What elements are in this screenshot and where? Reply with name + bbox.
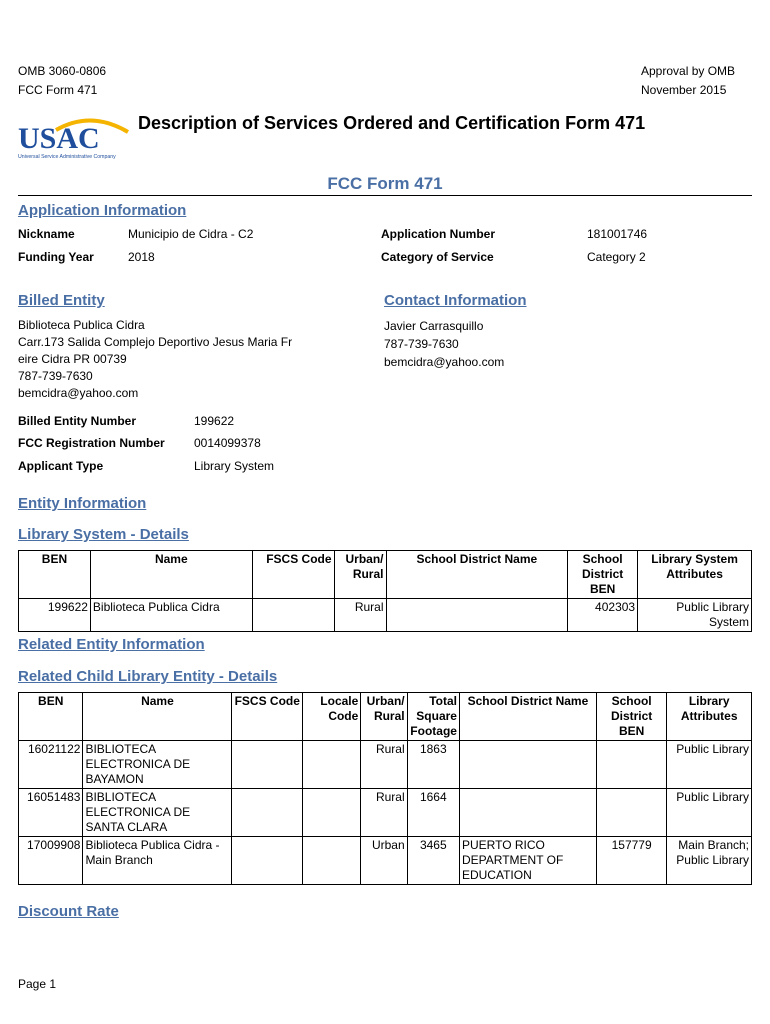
cell-ben: 16021122 <box>19 741 83 789</box>
cell-locale <box>302 741 360 789</box>
cell-name: BIBLIOTECA ELECTRONICA DE SANTA CLARA <box>83 789 232 837</box>
col-urban-rural: Urban/ Rural <box>334 551 386 599</box>
approval-label: Approval by OMB <box>641 64 736 78</box>
cell-district-ben: 157779 <box>596 837 666 885</box>
cell-district-ben: 402303 <box>568 599 638 632</box>
cell-district-name <box>386 599 568 632</box>
library-system-heading: Library System - Details <box>18 526 189 543</box>
approval-date: November 2015 <box>641 83 727 97</box>
category-value: Category 2 <box>587 250 646 264</box>
logo-text: USAC <box>18 122 100 155</box>
cell-name: BIBLIOTECA ELECTRONICA DE BAYAMON <box>83 741 232 789</box>
cell-square-footage: 1863 <box>407 741 459 789</box>
page-title: Description of Services Ordered and Certification Form 471 <box>138 113 646 133</box>
nickname-value: Municipio de Cidra - C2 <box>128 227 254 241</box>
related-child-heading: Related Child Library Entity - Details <box>18 668 278 685</box>
table-header-row <box>19 693 752 741</box>
billed-entity-line: bemcidra@yahoo.com <box>18 386 139 400</box>
cell-locale <box>302 837 360 885</box>
billed-entity-heading: Billed Entity <box>18 292 105 309</box>
cell-district-name: PUERTO RICO DEPARTMENT OF EDUCATION <box>459 837 596 885</box>
col-district-name: School District Name <box>386 551 568 599</box>
cell-square-footage: 1664 <box>407 789 459 837</box>
table-row <box>19 599 752 632</box>
discount-rate-heading: Discount Rate <box>18 903 119 920</box>
category-label: Category of Service <box>381 250 494 264</box>
cell-fscs <box>252 599 334 632</box>
form-title: FCC Form 471 <box>327 174 443 193</box>
cell-district-name <box>459 789 596 837</box>
col-square-footage: Total Square Footage <box>407 693 459 741</box>
cell-attributes: Public Library <box>667 789 752 837</box>
table-row <box>19 789 752 837</box>
billed-entity-address <box>18 317 358 402</box>
applicant-type-value: Library System <box>194 459 275 473</box>
cell-fscs <box>232 741 302 789</box>
application-info-heading: Application Information <box>18 202 187 219</box>
contact-line: 787-739-7630 <box>384 337 459 351</box>
cell-name: Biblioteca Publica Cidra <box>90 599 252 632</box>
app-number-label: Application Number <box>381 227 496 241</box>
usac-logo <box>16 112 136 162</box>
cell-urban-rural: Rural <box>361 741 407 789</box>
form-number: FCC Form 471 <box>18 83 98 97</box>
applicant-type-label: Applicant Type <box>18 459 104 473</box>
divider <box>18 195 752 196</box>
contact-line: bemcidra@yahoo.com <box>384 355 505 369</box>
cell-ben: 16051483 <box>19 789 83 837</box>
cell-locale <box>302 789 360 837</box>
col-locale: Locale Code <box>302 693 360 741</box>
related-entity-heading: Related Entity Information <box>18 636 205 653</box>
logo-subtext: Universal Service Administrative Company <box>18 154 116 160</box>
cell-district-ben <box>596 789 666 837</box>
entity-info-heading: Entity Information <box>18 495 147 512</box>
nickname-label: Nickname <box>18 227 75 241</box>
app-number-value: 181001746 <box>587 227 648 241</box>
cell-district-name <box>459 741 596 789</box>
table-header-row <box>19 551 752 599</box>
col-attributes: Library Attributes <box>667 693 752 741</box>
cell-fscs <box>232 789 302 837</box>
funding-year-label: Funding Year <box>18 250 94 264</box>
funding-year-value: 2018 <box>128 250 155 264</box>
ben-label: Billed Entity Number <box>18 414 137 428</box>
cell-urban-rural: Rural <box>334 599 386 632</box>
col-district-name: School District Name <box>459 693 596 741</box>
billed-entity-line: Carr.173 Salida Complejo Deportivo Jesus Maria Fr <box>18 335 293 349</box>
col-fscs: FSCS Code <box>232 693 302 741</box>
billed-entity-line: 787-739-7630 <box>18 369 93 383</box>
cell-ben: 17009908 <box>19 837 83 885</box>
fcc-reg-label: FCC Registration Number <box>18 436 165 450</box>
cell-square-footage: 3465 <box>407 837 459 885</box>
cell-fscs <box>232 837 302 885</box>
fcc-reg-value: 0014099378 <box>194 436 261 450</box>
col-ben: BEN <box>19 551 91 599</box>
cell-attributes: Main Branch; Public Library <box>667 837 752 885</box>
page-number: Page 1 <box>18 977 57 991</box>
omb-number: OMB 3060-0806 <box>18 64 107 78</box>
table-row <box>19 741 752 789</box>
library-system-table <box>18 550 752 632</box>
table-row <box>19 837 752 885</box>
col-name: Name <box>83 693 232 741</box>
cell-ben: 199622 <box>19 599 91 632</box>
billed-entity-line: eire Cidra PR 00739 <box>18 352 127 366</box>
col-urban-rural: Urban/ Rural <box>361 693 407 741</box>
contact-info-heading: Contact Information <box>384 292 527 309</box>
related-child-table <box>18 692 752 885</box>
col-fscs: FSCS Code <box>252 551 334 599</box>
cell-name: Biblioteca Publica Cidra - Main Branch <box>83 837 232 885</box>
cell-attributes: Public Library <box>667 741 752 789</box>
ben-value: 199622 <box>194 414 235 428</box>
col-name: Name <box>90 551 252 599</box>
col-district-ben: School District BEN <box>596 693 666 741</box>
billed-entity-line: Biblioteca Publica Cidra <box>18 318 145 332</box>
contact-line: Javier Carrasquillo <box>384 319 484 333</box>
contact-info <box>384 317 504 371</box>
col-district-ben: School District BEN <box>568 551 638 599</box>
cell-urban-rural: Rural <box>361 789 407 837</box>
col-attributes: Library System Attributes <box>638 551 752 599</box>
cell-district-ben <box>596 741 666 789</box>
col-ben: BEN <box>19 693 83 741</box>
cell-urban-rural: Urban <box>361 837 407 885</box>
cell-attributes: Public Library System <box>638 599 752 632</box>
